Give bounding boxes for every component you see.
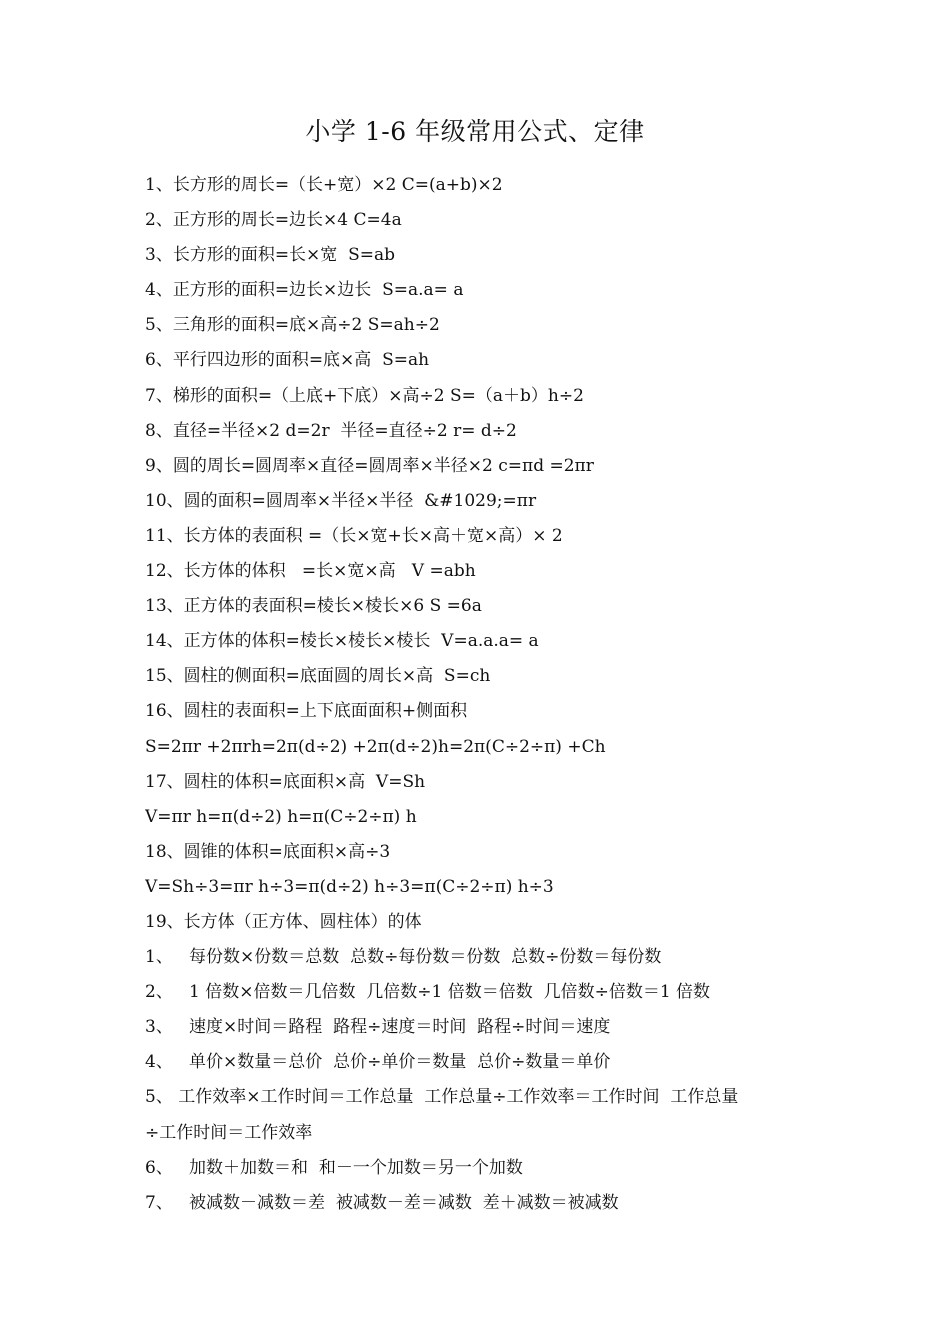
formula-line: 17、圆柱的体积=底面积×高 V=Sh	[145, 771, 426, 792]
formula-line: 11、长方体的表面积 =（长×宽+长×高＋宽×高）× 2	[145, 525, 563, 546]
formula-line: V=Sh÷3=πr h÷3=π(d÷2) h÷3=π(C÷2÷π) h÷3	[145, 876, 554, 897]
page-title: 小学 1-6 年级常用公式、定律	[305, 117, 645, 146]
formula-line: 7、梯形的面积=（上底+下底）×高÷2 S=（a＋b）h÷2	[145, 385, 584, 406]
formula-line: 16、圆柱的表面积=上下底面面积+侧面积	[145, 701, 468, 722]
formula-line: 12、长方体的体积 =长×宽×高 V =abh	[145, 561, 476, 582]
formula-line: 1、长方形的周长=（长+宽）×2 C=(a+b)×2	[145, 175, 503, 195]
formula-line: 7、 被减数－减数＝差 被减数－差＝减数 差＋减数＝被减数	[145, 1192, 619, 1213]
formula-line: 10、圆的面积=圆周率×半径×半径 &#1029;=πr	[145, 490, 537, 511]
formula-line: 5、三角形的面积=底×高÷2 S=ah÷2	[145, 315, 440, 336]
formula-line: 4、正方形的面积=边长×边长 S=a.a= a	[145, 280, 464, 301]
formula-line: 13、正方体的表面积=棱长×棱长×6 S =6a	[145, 596, 482, 617]
formula-line: 19、长方体（正方体、圆柱体）的体	[145, 911, 422, 932]
formula-line: 9、圆的周长=圆周率×直径=圆周率×半径×2 c=πd =2πr	[145, 455, 594, 476]
formula-line: 3、长方形的面积=长×宽 S=ab	[145, 245, 396, 266]
formula-line: V=πr h=π(d÷2) h=π(C÷2÷π) h	[145, 806, 417, 827]
formula-line: 2、 1 倍数×倍数＝几倍数 几倍数÷1 倍数＝倍数 几倍数÷倍数＝1 倍数	[145, 982, 711, 1003]
formula-line: 15、圆柱的侧面积=底面圆的周长×高 S=ch	[145, 666, 491, 687]
formula-line: 6、平行四边形的面积=底×高 S=ah	[145, 350, 430, 371]
formula-line: 6、 加数＋加数＝和 和－一个加数＝另一个加数	[145, 1157, 523, 1178]
formula-line: S=2πr +2πrh=2π(d÷2) +2π(d÷2)h=2π(C÷2÷π) +Ch	[145, 736, 606, 757]
formula-list	[145, 168, 825, 1221]
formula-line: ÷工作时间＝工作效率	[145, 1122, 313, 1143]
formula-line: 8、直径=半径×2 d=2r 半径=直径÷2 r= d÷2	[145, 420, 517, 441]
formula-line: 18、圆锥的体积=底面积×高÷3	[145, 841, 391, 862]
formula-line: 14、正方体的体积=棱长×棱长×棱长 V=a.a.a= a	[145, 631, 539, 652]
formula-line: 3、 速度×时间＝路程 路程÷速度＝时间 路程÷时间＝速度	[145, 1017, 611, 1038]
formula-line: 5、 工作效率×工作时间＝工作总量 工作总量÷工作效率＝工作时间 工作总量	[145, 1087, 739, 1108]
formula-line: 2、正方形的周长=边长×4 C=4a	[145, 210, 402, 231]
formula-line: 4、 单价×数量＝总价 总价÷单价＝数量 总价÷数量＝单价	[145, 1052, 611, 1073]
formula-line: 1、 每份数×份数＝总数 总数÷每份数＝份数 总数÷份数＝每份数	[145, 947, 662, 968]
